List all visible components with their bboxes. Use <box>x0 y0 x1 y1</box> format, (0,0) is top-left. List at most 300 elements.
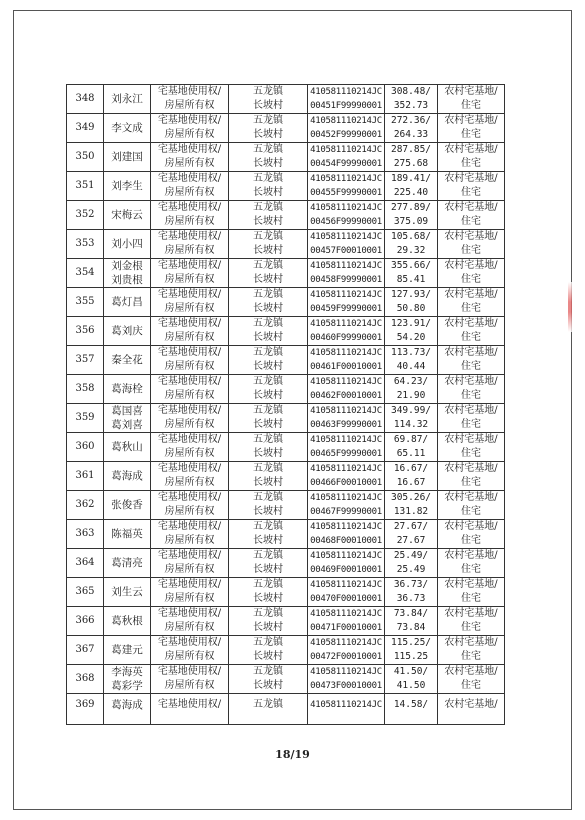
cell-right-type-line: 房屋所有权 <box>164 187 215 198</box>
cell-location-line: 长坡村 <box>253 216 283 227</box>
cell-location-line: 五龙镇 <box>253 173 283 184</box>
cell-right-type-line: 宅基地使用权/ <box>157 666 222 677</box>
cell-area-line: 127.93/ <box>390 289 432 300</box>
cell-right-type-line: 房屋所有权 <box>164 477 215 488</box>
cell-right-type-line: 宅基地使用权/ <box>157 434 222 445</box>
cell-location <box>229 607 308 636</box>
cell-location <box>229 143 308 172</box>
cell-owner-name <box>104 201 151 230</box>
cell-owner-name-line: 葛彩学 <box>111 680 143 692</box>
cell-right-type <box>151 85 229 114</box>
cell-land-use <box>438 665 505 694</box>
cell-owner-name-line: 刘贵根 <box>111 274 143 286</box>
cell-right-type-line: 房屋所有权 <box>164 129 215 140</box>
table-row <box>67 491 505 520</box>
cell-right-type-line: 宅基地使用权/ <box>157 115 222 126</box>
cell-location <box>229 259 308 288</box>
cell-number: 368 <box>67 665 104 694</box>
cell-unit-code-line: 410581110214JC <box>310 638 382 648</box>
cell-land-use-line: 农村宅基地/ <box>444 463 498 474</box>
cell-area-line: 115.25 <box>393 651 429 662</box>
cell-location-line: 五龙镇 <box>253 550 283 561</box>
cell-unit-code-line: 00461F00010001 <box>310 362 382 372</box>
cell-land-use-line: 住宅 <box>461 593 481 604</box>
cell-land-use-line: 住宅 <box>461 303 481 314</box>
cell-owner-name-line: 刘小四 <box>111 238 143 250</box>
cell-unit-code <box>308 404 385 433</box>
cell-owner-name <box>104 85 151 114</box>
cell-unit-code-line: 410581110214JC <box>310 145 382 155</box>
cell-area <box>385 491 438 520</box>
cell-right-type <box>151 201 229 230</box>
cell-area-line: 36.73/ <box>393 579 429 590</box>
cell-area <box>385 346 438 375</box>
cell-location-line: 长坡村 <box>253 158 283 169</box>
table-row <box>67 288 505 317</box>
cell-unit-code-line: 00471F00010001 <box>310 623 382 633</box>
cell-owner-name-line: 葛清亮 <box>111 557 143 569</box>
page-number: 18/19 <box>275 748 310 761</box>
cell-owner-name-line: 葛刘庆 <box>111 325 143 337</box>
cell-land-use <box>438 694 505 725</box>
cell-land-use-line: 农村宅基地/ <box>444 347 498 358</box>
cell-area-line: 73.84/ <box>393 608 429 619</box>
cell-unit-code-line: 00463F99990001 <box>310 420 382 430</box>
cell-area-line: 105.68/ <box>390 231 432 242</box>
table-row <box>67 665 505 694</box>
table-body <box>67 85 505 725</box>
cell-unit-code <box>308 317 385 346</box>
cell-location-line: 长坡村 <box>253 535 283 546</box>
cell-unit-code <box>308 636 385 665</box>
cell-right-type <box>151 520 229 549</box>
cell-location <box>229 433 308 462</box>
cell-location <box>229 114 308 143</box>
cell-land-use-line: 农村宅基地/ <box>444 521 498 532</box>
cell-location-line: 长坡村 <box>253 361 283 372</box>
cell-area-line: 225.40 <box>393 187 429 198</box>
cell-unit-code <box>308 462 385 491</box>
cell-unit-code <box>308 578 385 607</box>
cell-owner-name-line: 刘建国 <box>111 151 143 163</box>
cell-location-line: 五龙镇 <box>253 405 283 416</box>
cell-area-line: 114.32 <box>393 419 429 430</box>
cell-right-type-line: 房屋所有权 <box>164 216 215 227</box>
cell-area <box>385 288 438 317</box>
cell-area <box>385 85 438 114</box>
property-registry-table <box>66 84 505 725</box>
table-row <box>67 694 505 725</box>
cell-unit-code-line: 00460F99990001 <box>310 333 382 343</box>
cell-owner-name <box>104 694 151 725</box>
cell-right-type-line: 房屋所有权 <box>164 158 215 169</box>
cell-location <box>229 549 308 578</box>
cell-number: 356 <box>67 317 104 346</box>
cell-land-use-line: 住宅 <box>461 535 481 546</box>
cell-right-type <box>151 404 229 433</box>
cell-area-line: 73.84 <box>396 622 426 633</box>
cell-right-type <box>151 578 229 607</box>
cell-location <box>229 404 308 433</box>
cell-unit-code <box>308 491 385 520</box>
cell-location <box>229 636 308 665</box>
cell-unit-code <box>308 143 385 172</box>
cell-unit-code-line: 00457F00010001 <box>310 246 382 256</box>
cell-right-type <box>151 491 229 520</box>
cell-location <box>229 520 308 549</box>
cell-unit-code-line: 410581110214JC <box>310 319 382 329</box>
cell-area-line: 29.32 <box>396 245 426 256</box>
cell-unit-code-line: 00468F00010001 <box>310 536 382 546</box>
cell-right-type <box>151 549 229 578</box>
cell-land-use-line: 住宅 <box>461 100 481 111</box>
cell-number: 363 <box>67 520 104 549</box>
cell-owner-name-line: 李海英 <box>111 666 143 678</box>
cell-owner-name-line: 葛秋根 <box>111 615 143 627</box>
cell-unit-code <box>308 665 385 694</box>
cell-area-line: 27.67 <box>396 535 426 546</box>
cell-owner-name-line: 宋梅云 <box>111 209 143 221</box>
cell-location-line: 长坡村 <box>253 100 283 111</box>
cell-land-use-line: 农村宅基地/ <box>444 405 498 416</box>
cell-location-line: 五龙镇 <box>253 434 283 445</box>
cell-owner-name-line: 李文成 <box>111 122 143 134</box>
cell-unit-code-line: 00451F99990001 <box>310 101 382 111</box>
cell-location-line: 长坡村 <box>253 245 283 256</box>
cell-unit-code-line: 410581110214JC <box>310 667 382 677</box>
cell-right-type-line: 宅基地使用权/ <box>157 463 222 474</box>
cell-location <box>229 230 308 259</box>
cell-number: 351 <box>67 172 104 201</box>
cell-number: 360 <box>67 433 104 462</box>
cell-owner-name-line: 葛建元 <box>111 644 143 656</box>
cell-number: 355 <box>67 288 104 317</box>
cell-land-use <box>438 346 505 375</box>
cell-right-type-line: 宅基地使用权/ <box>157 318 222 329</box>
cell-area-line: 21.90 <box>396 390 426 401</box>
cell-owner-name <box>104 288 151 317</box>
cell-land-use <box>438 404 505 433</box>
page-edge-mark <box>568 282 572 332</box>
cell-land-use-line: 住宅 <box>461 274 481 285</box>
cell-land-use <box>438 85 505 114</box>
cell-right-type-line: 宅基地使用权/ <box>157 637 222 648</box>
table-row <box>67 143 505 172</box>
cell-land-use-line: 住宅 <box>461 245 481 256</box>
table-row <box>67 520 505 549</box>
cell-right-type-line: 房屋所有权 <box>164 303 215 314</box>
cell-land-use <box>438 317 505 346</box>
cell-land-use-line: 农村宅基地/ <box>444 666 498 677</box>
cell-area-line: 123.91/ <box>390 318 432 329</box>
cell-owner-name <box>104 636 151 665</box>
table-row <box>67 375 505 404</box>
cell-land-use-line: 住宅 <box>461 680 481 691</box>
cell-area <box>385 665 438 694</box>
cell-location-line: 五龙镇 <box>253 318 283 329</box>
cell-unit-code-line: 410581110214JC <box>310 116 382 126</box>
cell-number: 369 <box>67 694 104 725</box>
cell-unit-code-line: 410581110214JC <box>310 290 382 300</box>
cell-right-type <box>151 259 229 288</box>
cell-owner-name-line: 葛灯昌 <box>111 296 143 308</box>
cell-area-line: 305.26/ <box>390 492 432 503</box>
cell-number: 353 <box>67 230 104 259</box>
cell-location-line: 长坡村 <box>253 129 283 140</box>
table-row <box>67 404 505 433</box>
cell-land-use-line: 农村宅基地/ <box>444 86 498 97</box>
cell-owner-name-line: 刘生云 <box>111 586 143 598</box>
cell-land-use-line: 住宅 <box>461 477 481 488</box>
cell-right-type <box>151 375 229 404</box>
cell-location-line: 五龙镇 <box>253 666 283 677</box>
cell-owner-name-line: 葛刘喜 <box>111 419 143 431</box>
cell-area-line: 349.99/ <box>390 405 432 416</box>
table-row <box>67 317 505 346</box>
cell-unit-code-line: 410581110214JC <box>310 493 382 503</box>
cell-location-line: 长坡村 <box>253 477 283 488</box>
cell-area-line: 16.67/ <box>393 463 429 474</box>
cell-number: 366 <box>67 607 104 636</box>
cell-owner-name <box>104 259 151 288</box>
cell-area-line: 275.68 <box>393 158 429 169</box>
cell-area-line: 25.49/ <box>393 550 429 561</box>
cell-right-type-line: 宅基地使用权/ <box>157 260 222 271</box>
cell-owner-name <box>104 433 151 462</box>
cell-area-line: 308.48/ <box>390 86 432 97</box>
cell-area-line: 27.67/ <box>393 521 429 532</box>
cell-right-type <box>151 462 229 491</box>
cell-land-use <box>438 520 505 549</box>
cell-right-type-line: 房屋所有权 <box>164 100 215 111</box>
cell-unit-code-line: 410581110214JC <box>310 700 382 710</box>
cell-area <box>385 404 438 433</box>
cell-location-line: 五龙镇 <box>253 260 283 271</box>
cell-area-line: 272.36/ <box>390 115 432 126</box>
cell-unit-code-line: 410581110214JC <box>310 464 382 474</box>
cell-land-use-line: 住宅 <box>461 361 481 372</box>
cell-location-line: 五龙镇 <box>253 86 283 97</box>
cell-area-line: 65.11 <box>396 448 426 459</box>
cell-right-type <box>151 665 229 694</box>
cell-land-use <box>438 462 505 491</box>
cell-land-use-line: 农村宅基地/ <box>444 376 498 387</box>
cell-land-use <box>438 433 505 462</box>
cell-area-line: 115.25/ <box>390 637 432 648</box>
cell-area <box>385 433 438 462</box>
cell-location-line: 五龙镇 <box>253 492 283 503</box>
cell-owner-name <box>104 317 151 346</box>
cell-owner-name-line: 刘李生 <box>111 180 143 192</box>
cell-right-type <box>151 433 229 462</box>
cell-owner-name-line: 刘永江 <box>111 93 143 105</box>
cell-location-line: 长坡村 <box>253 448 283 459</box>
cell-land-use-line: 农村宅基地/ <box>444 434 498 445</box>
cell-unit-code-line: 00455F99990001 <box>310 188 382 198</box>
cell-unit-code-line: 00462F00010001 <box>310 391 382 401</box>
cell-right-type <box>151 317 229 346</box>
cell-land-use-line: 农村宅基地/ <box>444 318 498 329</box>
cell-right-type-line: 宅基地使用权/ <box>157 579 222 590</box>
cell-owner-name <box>104 346 151 375</box>
cell-location-line: 长坡村 <box>253 622 283 633</box>
cell-unit-code-line: 410581110214JC <box>310 609 382 619</box>
cell-location-line: 长坡村 <box>253 303 283 314</box>
cell-right-type <box>151 172 229 201</box>
cell-right-type-line: 宅基地使用权/ <box>157 173 222 184</box>
cell-unit-code-line: 410581110214JC <box>310 406 382 416</box>
cell-unit-code <box>308 114 385 143</box>
cell-location <box>229 462 308 491</box>
cell-owner-name-line: 张俊香 <box>111 499 143 511</box>
table-row <box>67 433 505 462</box>
cell-number: 348 <box>67 85 104 114</box>
cell-location-line: 五龙镇 <box>253 347 283 358</box>
cell-right-type <box>151 694 229 725</box>
cell-right-type-line: 房屋所有权 <box>164 274 215 285</box>
cell-area <box>385 172 438 201</box>
cell-location-line: 五龙镇 <box>253 202 283 213</box>
cell-location <box>229 201 308 230</box>
cell-unit-code-line: 00452F99990001 <box>310 130 382 140</box>
cell-unit-code-line: 00466F00010001 <box>310 478 382 488</box>
cell-owner-name-line: 葛海成 <box>111 470 143 482</box>
cell-land-use-line: 住宅 <box>461 187 481 198</box>
cell-owner-name <box>104 549 151 578</box>
cell-right-type-line: 宅基地使用权/ <box>157 144 222 155</box>
cell-location-line: 长坡村 <box>253 506 283 517</box>
cell-unit-code-line: 00467F99990001 <box>310 507 382 517</box>
cell-land-use-line: 住宅 <box>461 332 481 343</box>
cell-right-type-line: 宅基地使用权/ <box>157 492 222 503</box>
cell-unit-code <box>308 172 385 201</box>
cell-location-line: 长坡村 <box>253 419 283 430</box>
cell-land-use-line: 农村宅基地/ <box>444 231 498 242</box>
cell-location-line: 长坡村 <box>253 332 283 343</box>
table-row <box>67 230 505 259</box>
table-row <box>67 607 505 636</box>
cell-land-use-line: 住宅 <box>461 158 481 169</box>
cell-area <box>385 636 438 665</box>
cell-owner-name-line: 葛海栓 <box>111 383 143 395</box>
cell-right-type-line: 房屋所有权 <box>164 448 215 459</box>
cell-unit-code-line: 00459F99990001 <box>310 304 382 314</box>
table-row <box>67 201 505 230</box>
cell-owner-name <box>104 665 151 694</box>
cell-land-use-line: 农村宅基地/ <box>444 699 498 710</box>
table-row <box>67 346 505 375</box>
cell-area <box>385 201 438 230</box>
cell-location-line: 五龙镇 <box>253 699 283 710</box>
table-row <box>67 259 505 288</box>
cell-unit-code <box>308 288 385 317</box>
cell-land-use <box>438 143 505 172</box>
cell-right-type-line: 宅基地使用权/ <box>157 550 222 561</box>
cell-unit-code-line: 410581110214JC <box>310 348 382 358</box>
cell-number: 357 <box>67 346 104 375</box>
cell-area <box>385 114 438 143</box>
cell-location <box>229 346 308 375</box>
cell-land-use-line: 农村宅基地/ <box>444 144 498 155</box>
cell-location <box>229 375 308 404</box>
cell-area <box>385 607 438 636</box>
cell-right-type-line: 宅基地使用权/ <box>157 86 222 97</box>
cell-right-type <box>151 143 229 172</box>
cell-area-line: 85.41 <box>396 274 426 285</box>
cell-area-line: 375.09 <box>393 216 429 227</box>
cell-area <box>385 578 438 607</box>
cell-area-line: 36.73 <box>396 593 426 604</box>
cell-number: 364 <box>67 549 104 578</box>
cell-unit-code-line: 410581110214JC <box>310 203 382 213</box>
cell-unit-code-line: 410581110214JC <box>310 261 382 271</box>
cell-land-use <box>438 578 505 607</box>
cell-right-type-line: 宅基地使用权/ <box>157 699 222 710</box>
cell-number: 354 <box>67 259 104 288</box>
table-row <box>67 462 505 491</box>
cell-right-type-line: 宅基地使用权/ <box>157 231 222 242</box>
cell-number: 361 <box>67 462 104 491</box>
cell-right-type-line: 房屋所有权 <box>164 506 215 517</box>
cell-right-type-line: 宅基地使用权/ <box>157 608 222 619</box>
cell-area <box>385 259 438 288</box>
cell-land-use <box>438 230 505 259</box>
cell-location <box>229 578 308 607</box>
cell-number: 358 <box>67 375 104 404</box>
cell-area-line: 40.44 <box>396 361 426 372</box>
cell-land-use-line: 住宅 <box>461 216 481 227</box>
table-row <box>67 114 505 143</box>
cell-number: 349 <box>67 114 104 143</box>
cell-unit-code <box>308 259 385 288</box>
cell-location-line: 五龙镇 <box>253 144 283 155</box>
cell-location <box>229 288 308 317</box>
cell-area-line: 41.50 <box>396 680 426 691</box>
cell-owner-name-line: 葛秋山 <box>111 441 143 453</box>
cell-right-type-line: 房屋所有权 <box>164 245 215 256</box>
cell-owner-name-line: 葛海成 <box>111 699 143 711</box>
cell-area <box>385 694 438 725</box>
cell-land-use <box>438 114 505 143</box>
cell-unit-code-line: 00456F99990001 <box>310 217 382 227</box>
cell-location <box>229 85 308 114</box>
cell-land-use <box>438 549 505 578</box>
cell-unit-code <box>308 433 385 462</box>
cell-unit-code-line: 410581110214JC <box>310 551 382 561</box>
cell-number: 365 <box>67 578 104 607</box>
cell-unit-code <box>308 201 385 230</box>
cell-unit-code-line: 410581110214JC <box>310 232 382 242</box>
cell-owner-name <box>104 520 151 549</box>
cell-land-use-line: 农村宅基地/ <box>444 579 498 590</box>
cell-owner-name-line: 陈福英 <box>111 528 143 540</box>
cell-owner-name-line: 秦全花 <box>111 354 143 366</box>
cell-land-use-line: 住宅 <box>461 390 481 401</box>
cell-area <box>385 143 438 172</box>
cell-number: 362 <box>67 491 104 520</box>
cell-location-line: 长坡村 <box>253 390 283 401</box>
cell-unit-code-line: 00470F00010001 <box>310 594 382 604</box>
cell-unit-code-line: 410581110214JC <box>310 174 382 184</box>
cell-location <box>229 317 308 346</box>
cell-location-line: 五龙镇 <box>253 463 283 474</box>
cell-area <box>385 520 438 549</box>
cell-number: 352 <box>67 201 104 230</box>
cell-right-type-line: 宅基地使用权/ <box>157 521 222 532</box>
cell-location-line: 长坡村 <box>253 680 283 691</box>
cell-location-line: 五龙镇 <box>253 231 283 242</box>
cell-location-line: 五龙镇 <box>253 376 283 387</box>
